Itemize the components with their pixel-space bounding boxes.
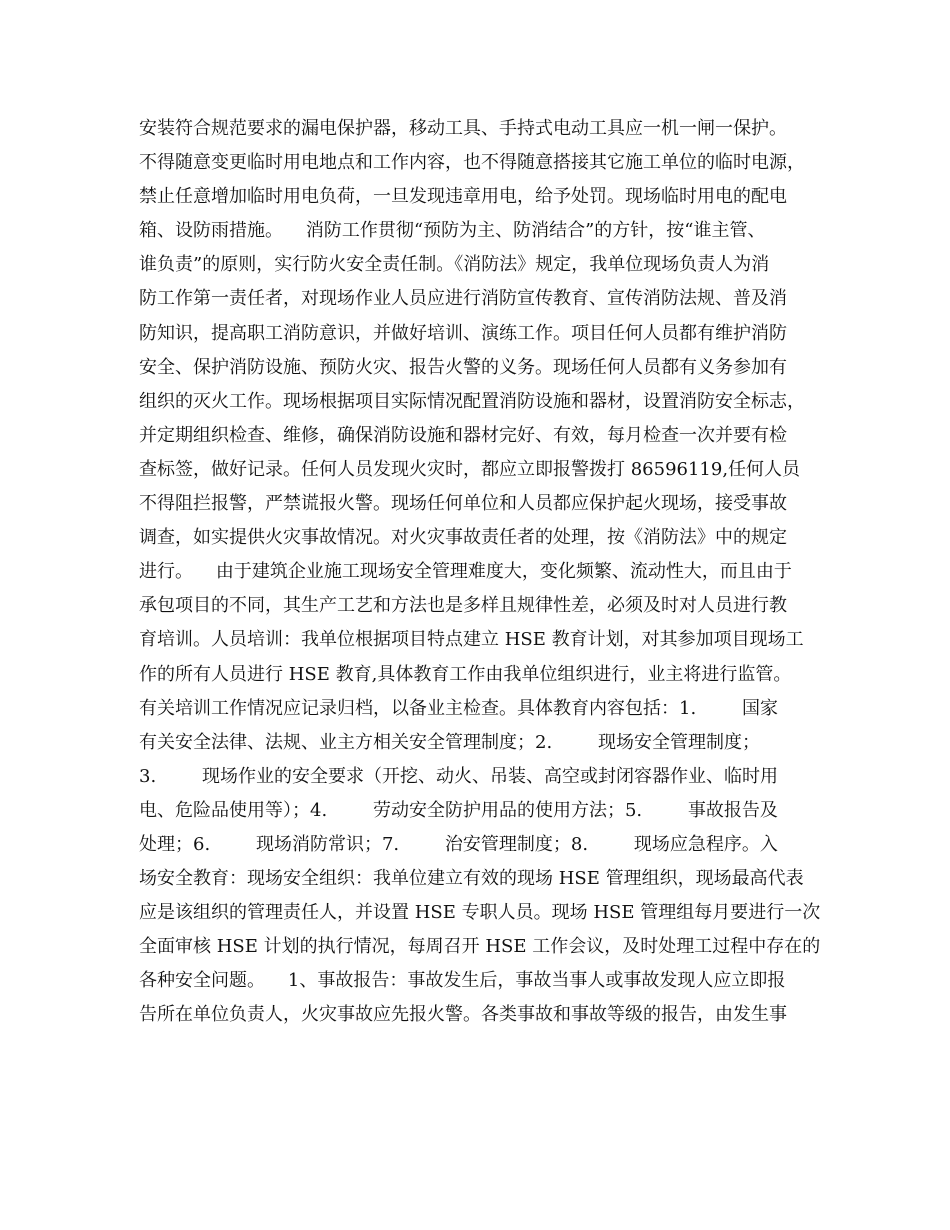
- text-line: 3. 现场作业的安全要求（开挖、动火、吊装、高空或封闭容器作业、临时用: [139, 765, 778, 787]
- text-line: 告所在单位负责人，火灾事故应先报火警。各类事故和事故等级的报告，由发生事: [139, 1004, 787, 1026]
- text-line: 调查，如实提供火灾事故情况。对火灾事故责任者的处理，按《消防法》中的规定: [139, 527, 787, 549]
- text-line: 组织的灭火工作。现场根据项目实际情况配置消防设施和器材，设置消防安全标志，: [139, 390, 805, 412]
- body-text: [139, 112, 829, 1033]
- text-line: 查标签，做好记录。任何人员发现火灾时，都应立即报警拨打 86596119,任何人员: [139, 458, 801, 480]
- text-line: 电、危险品使用等）；4. 劳动安全防护用品的使用方法；5. 事故报告及: [139, 799, 778, 821]
- text-line: 进行。 由于建筑企业施工现场安全管理难度大，变化频繁、流动性大，而且由于: [139, 561, 792, 583]
- text-line: 安全、保护消防设施、预防火灾、报告火警的义务。现场任何人员都有义务参加有: [139, 356, 787, 378]
- text-line: 作的所有人员进行 HSE 教育,具体教育工作由我单位组织进行，业主将进行监管。: [139, 663, 792, 685]
- text-line: 安装符合规范要求的漏电保护器，移动工具、手持式电动工具应一机一闸一保护。: [139, 118, 787, 139]
- text-line: 应是该组织的管理责任人，并设置 HSE 专职人员。现场 HSE 管理组每月要进行一次: [139, 902, 821, 924]
- text-line: 全面审核 HSE 计划的执行情况，每周召开 HSE 工作会议，及时处理工过程中存在的: [139, 936, 821, 958]
- text-line: 防工作第一责任者，对现场作业人员应进行消防宣传教育、宣传消防法规、普及消: [139, 288, 787, 310]
- text-line: 处理；6. 现场消防常识；7. 治安管理制度；8. 现场应急程序。入: [139, 833, 778, 855]
- text-line: 禁止任意增加临时用电负荷，一旦发现违章用电，给予处罚。现场临时用电的配电: [139, 186, 787, 208]
- text-line: 箱、设防雨措施。 消防工作贯彻“预防为主、防消结合”的方针，按“谁主管、: [139, 220, 766, 242]
- text-line: 并定期组织检查、维修，确保消防设施和器材完好、有效，每月检查一次并要有检: [139, 424, 787, 446]
- text-line: 谁负责”的原则，实行防火安全责任制。《消防法》规定，我单位现场负责人为消: [139, 254, 770, 276]
- text-line: 有关培训工作情况应记录归档，以备业主检查。具体教育内容包括：1. 国家: [139, 697, 778, 719]
- text-line: 不得阻拦报警，严禁谎报火警。现场任何单位和人员都应保护起火现场，接受事故: [139, 493, 787, 515]
- text-line: 育培训。人员培训：我单位根据项目特点建立 HSE 教育计划，对其参加项目现场工: [139, 629, 804, 651]
- text-line: 防知识，提高职工消防意识，并做好培训、演练工作。项目任何人员都有维护消防: [139, 322, 787, 344]
- text-line: 场安全教育：现场安全组织：我单位建立有效的现场 HSE 管理组织，现场最高代表: [139, 868, 804, 890]
- text-line: 有关安全法律、法规、业主方相关安全管理制度；2. 现场安全管理制度；: [139, 731, 760, 753]
- text-line: 不得随意变更临时用电地点和工作内容，也不得随意搭接其它施工单位的临时电源，: [139, 152, 805, 174]
- text-line: 承包项目的不同，其生产工艺和方法也是多样且规律性差，必须及时对人员进行教: [139, 595, 787, 617]
- text-line: 各种安全问题。 1、事故报告：事故发生后，事故当事人或事故发现人应立即报: [139, 970, 786, 992]
